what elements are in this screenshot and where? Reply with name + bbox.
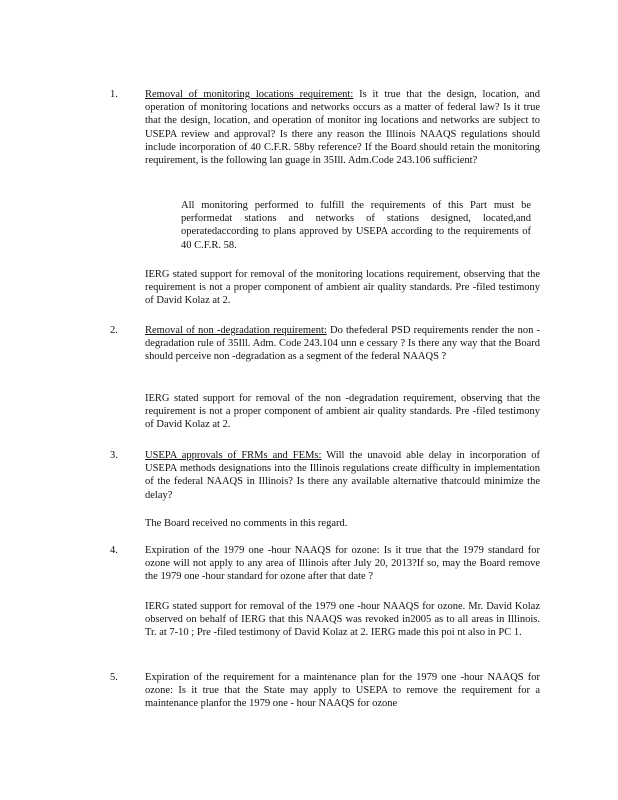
item-question: Expiration of the requirement for a maintenance plan for the 1979 one -hour NAAQS for ozone: Is it true that the State may apply to USEPA to remove the requirement for a maintenance planfor the 1979 one - hour NAAQS for ozone [145, 672, 540, 710]
regulation-quote: All monitoring performed to fulfill the requirements of this Part must be performedat stations and networks of stations designed, located,and operatedaccording to plans approved by USEPA according to the requirements of 40 C.F.R. 58. [181, 200, 531, 251]
item-question-text: Is it true that the design, location, and operation of monitoring locations and networks occurs as a matter of federal law? Is it true that the design, location, and operation of monitor ing locations and networks are subject to USEPA review and approval? Is there any reason the Illinois NAAQS regulations should include incorporation of 40 C.F.R. 58by reference? If the Board should retain the monitoring requirement, is the following lan guage in 35Ill. Adm.Code 243.106 sufficient? [145, 89, 540, 167]
item-response: IERG stated support for removal of the monitoring locations requirement, observing that the requirement is not a proper component of ambient air quality standards. Pre -filed testimony of David Kolaz at 2. [145, 269, 540, 307]
item-response: IERG stated support for removal of the non -degradation requirement, observing that the requirement is not a proper component of ambient air quality standards. Pre -filed testimony of David Kolaz at 2. [145, 393, 540, 431]
item-number: 3. [110, 450, 118, 461]
item-question [145, 88, 540, 167]
item-question-text: Do thefederal PSD requirements render the non -degradation rule of 35Ill. Adm. Code 243.104 unn e cessary ? Is there any way that the Board should perceive non -degradation as a segment of the federal NAAQS ? [145, 325, 541, 363]
item-response: The Board received no comments in this regard. [145, 518, 348, 529]
item-number: 2. [110, 325, 118, 336]
item-question-text: Will the unavoid able delay in incorporation of USEPA methods designations into the Illinois regulations create difficulty in implementation of the federal NAAQS in Illinois? Is there any available alternative thatcould minimize the delay? [145, 450, 540, 501]
item-number: 4. [110, 545, 118, 556]
item-heading: Removal of non -degradation requirement: [145, 325, 327, 336]
item-number: 1. [110, 89, 118, 100]
item-question: Expiration of the 1979 one -hour NAAQS for ozone: Is it true that the 1979 standard for ozone will not apply to any area of Illinois after July 20, 2013?If so, may the Board remove the 1979 one -hour standard for ozone after that date ? [145, 545, 540, 583]
item-heading: Removal of monitoring locations requirement: [145, 89, 354, 100]
item-question [145, 449, 540, 502]
item-question [145, 324, 540, 364]
item-number: 5. [110, 672, 118, 683]
item-response: IERG stated support for removal of the 1979 one -hour NAAQS for ozone. Mr. David Kolaz observed on behalf of IERG that this NAAQS was revoked in2005 as to all areas in Illinois. Tr. at 7-10 ; Pre -filed testimony of David Kolaz at 2. IERG made this poi nt also in PC 1. [145, 601, 540, 639]
item-heading: USEPA approvals of FRMs and FEMs: [145, 450, 322, 461]
